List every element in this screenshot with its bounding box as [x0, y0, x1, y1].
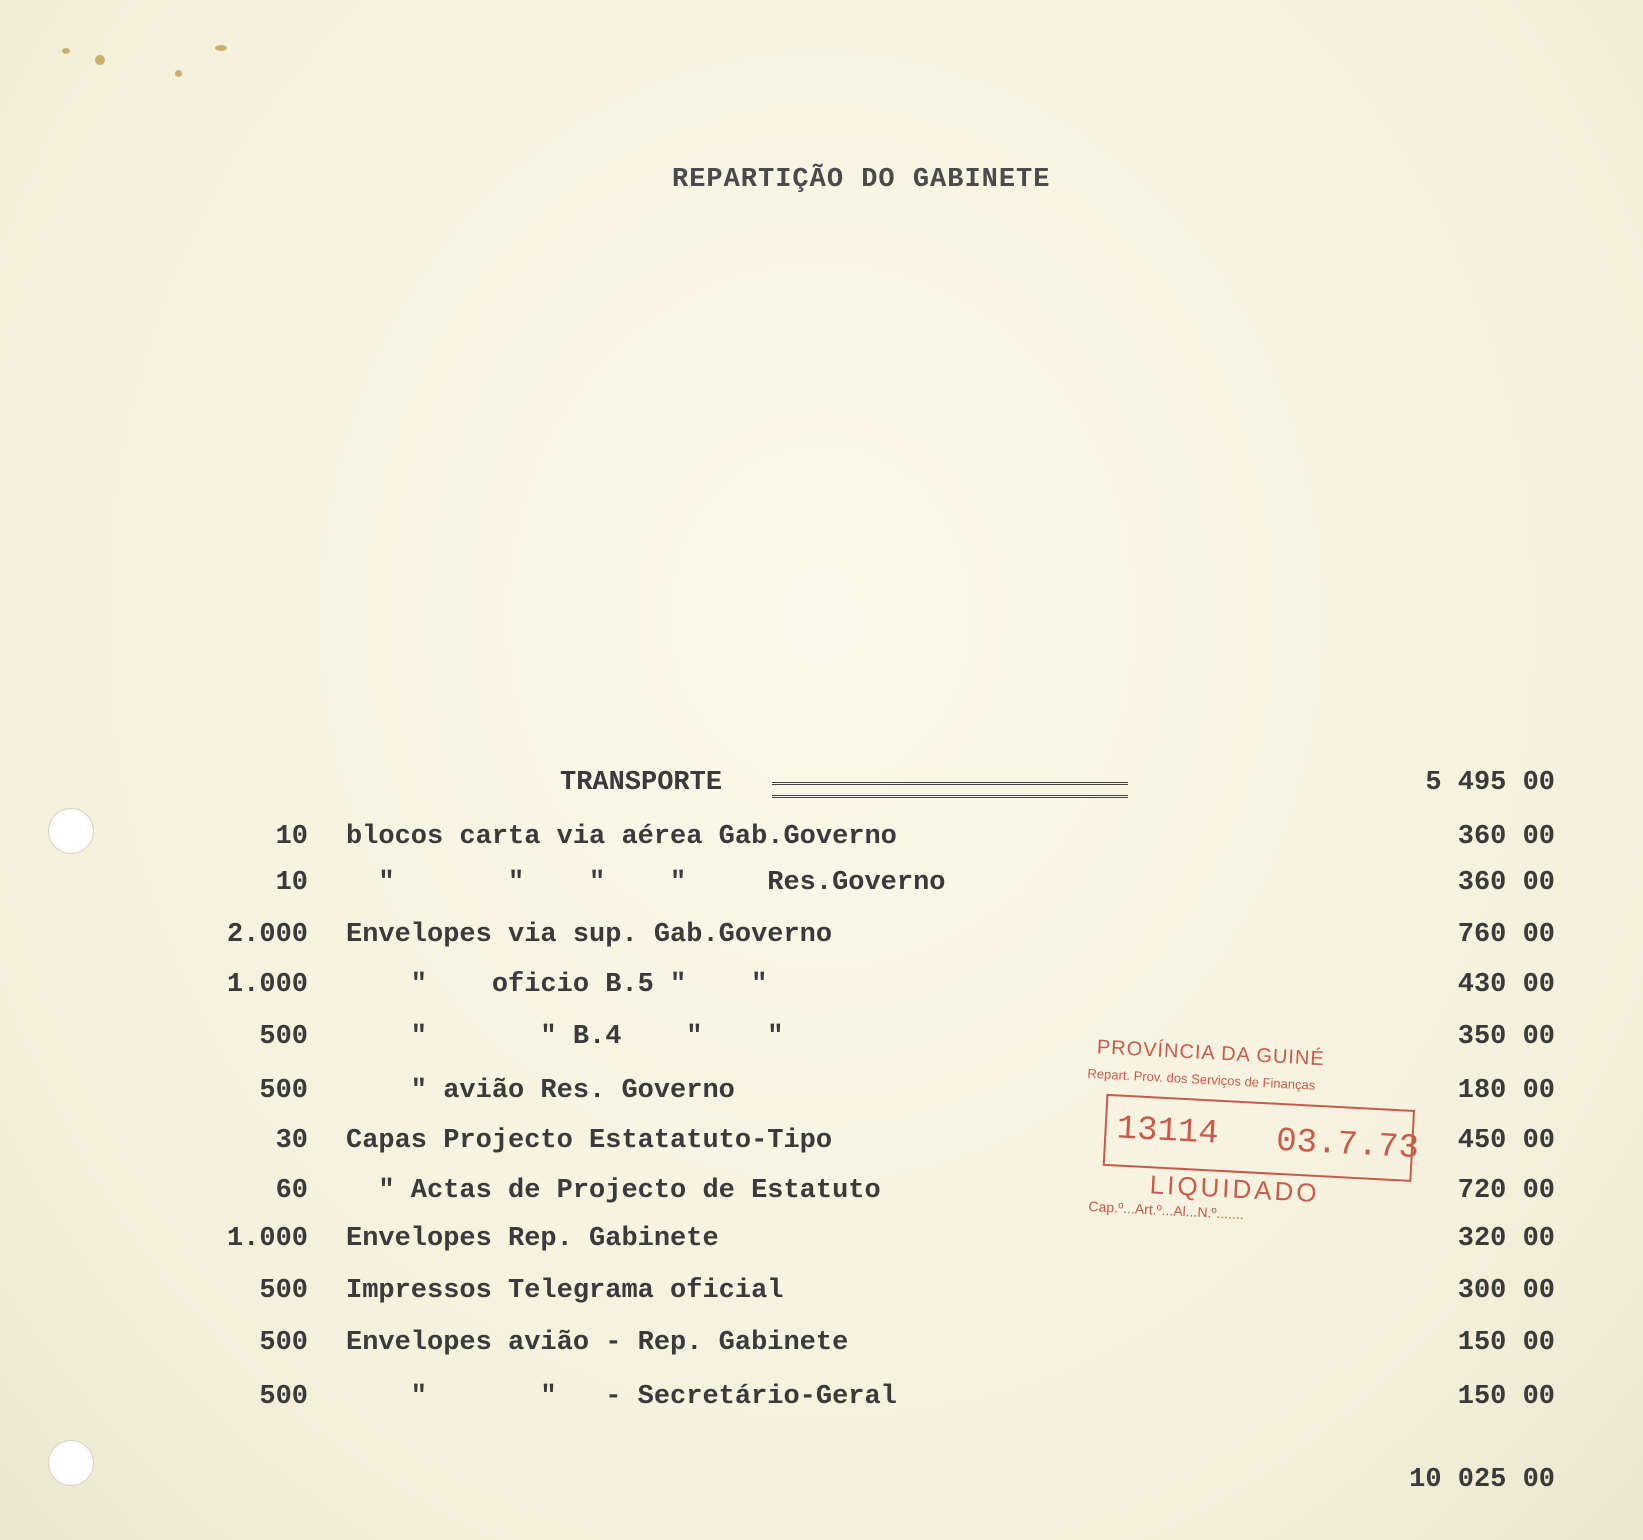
transport-label: TRANSPORTE [560, 768, 723, 798]
list-item [0, 822, 1643, 862]
item-amount: 180 00 [1457, 1076, 1555, 1106]
item-amount: 350 00 [1457, 1022, 1555, 1052]
paper-stain [95, 55, 105, 65]
item-description: Envelopes avião - Rep. Gabinete [346, 1328, 849, 1358]
item-amount: 360 00 [1457, 868, 1555, 898]
stamp-reference: Cap.º...Art.º...Al...N.º....... [1088, 1198, 1245, 1223]
item-quantity: 1.000 [226, 1224, 308, 1254]
item-amount: 360 00 [1457, 822, 1555, 852]
item-quantity: 500 [259, 1076, 308, 1106]
page-title: REPARTIÇÃO DO GABINETE [672, 165, 1051, 195]
transport-amount: 5 495 00 [1425, 768, 1555, 798]
item-quantity: 500 [259, 1328, 308, 1358]
stamp-date: 03.7.73 [1275, 1122, 1420, 1169]
item-description: blocos carta via aérea Gab.Governo [346, 822, 897, 852]
item-description: " avião Res. Governo [346, 1076, 735, 1106]
item-quantity: 1.000 [226, 970, 308, 1000]
stamp-box [1103, 1094, 1420, 1182]
item-quantity: 10 [275, 822, 308, 852]
item-description: Impressos Telegrama oficial [346, 1276, 784, 1306]
item-amount: 320 00 [1457, 1224, 1555, 1254]
item-amount: 760 00 [1457, 920, 1555, 950]
list-item [0, 1328, 1643, 1368]
item-amount: 300 00 [1457, 1276, 1555, 1306]
liquidado-stamp [1067, 1035, 1455, 1255]
list-item [0, 1382, 1643, 1422]
item-description: " " B.4 " " [346, 1022, 784, 1052]
list-item [0, 1276, 1643, 1316]
list-item [0, 970, 1643, 1010]
list-item [0, 920, 1643, 960]
item-amount: 430 00 [1457, 970, 1555, 1000]
item-quantity: 500 [259, 1022, 308, 1052]
item-description: " " " " Res.Governo [346, 868, 946, 898]
paper-stain [175, 70, 182, 77]
paper-stain [215, 45, 227, 51]
item-quantity: 2.000 [226, 920, 308, 950]
item-quantity: 60 [275, 1176, 308, 1206]
item-description: Capas Projecto Estatatuto-Tipo [346, 1126, 833, 1156]
item-quantity: 30 [275, 1126, 308, 1156]
stamp-department: Repart. Prov. dos Serviços de Finanças [1087, 1065, 1316, 1093]
punch-hole-bottom [48, 1440, 94, 1486]
item-quantity: 10 [275, 868, 308, 898]
item-quantity: 500 [259, 1382, 308, 1412]
item-description: Envelopes Rep. Gabinete [346, 1224, 719, 1254]
item-description: Envelopes via sup. Gab.Governo [346, 920, 833, 950]
item-amount: 450 00 [1457, 1126, 1555, 1156]
transport-row [0, 768, 1643, 808]
item-quantity: 500 [259, 1276, 308, 1306]
item-description: " " - Secretário-Geral [346, 1382, 897, 1412]
stamp-status: LIQUIDADO [1149, 1169, 1321, 1209]
item-description: " oficio B.5 " " [346, 970, 768, 1000]
item-amount: 150 00 [1457, 1382, 1555, 1412]
item-amount: 150 00 [1457, 1328, 1555, 1358]
paper-stain [62, 48, 70, 54]
item-amount: 720 00 [1457, 1176, 1555, 1206]
list-item [0, 868, 1643, 908]
stamp-province: PROVÍNCIA DA GUINÉ [1096, 1036, 1326, 1071]
grand-total: 10 025 00 [1409, 1465, 1555, 1495]
stamp-number: 13114 [1115, 1110, 1220, 1154]
item-description: " Actas de Projecto de Estatuto [346, 1176, 881, 1206]
